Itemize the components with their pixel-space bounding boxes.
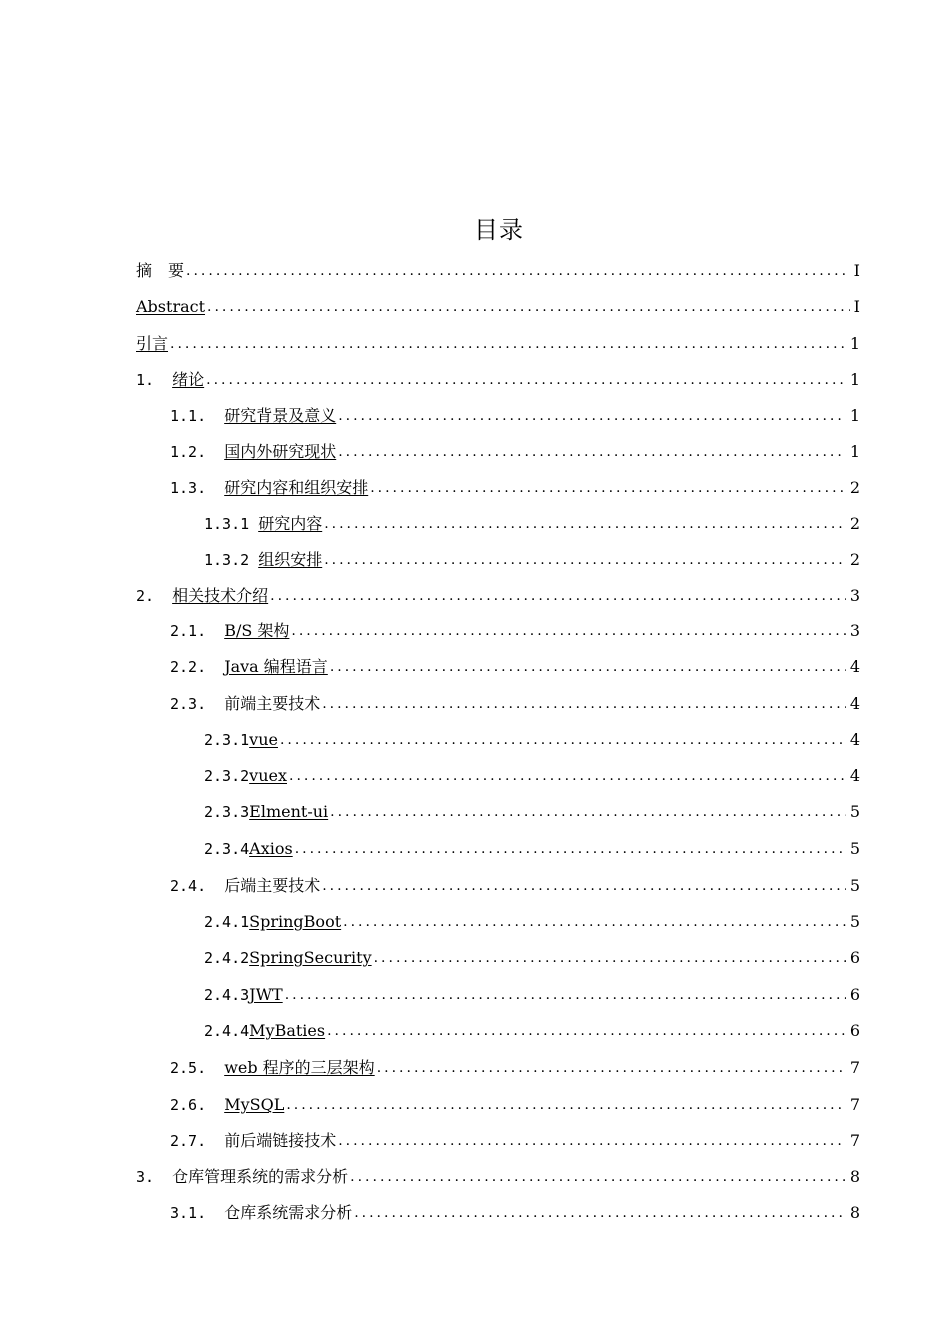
toc-entry-page-number: 1	[849, 370, 860, 389]
toc-entry-title[interactable]: Java 编程语言	[224, 657, 328, 676]
toc-entry-number: 2.4.2	[204, 949, 250, 967]
toc-entry-title[interactable]: JWT	[249, 985, 283, 1004]
toc-entry[interactable]	[136, 331, 860, 355]
toc-entry-title[interactable]: 绪论	[172, 370, 205, 389]
toc-entry-title[interactable]: SpringSecurity	[249, 948, 372, 967]
dot-leader	[291, 620, 845, 642]
toc-entry-title: 摘 要	[136, 261, 185, 280]
toc-entry-page-number: 7	[849, 1131, 860, 1150]
toc-entry[interactable]	[170, 1128, 860, 1152]
toc-entry-title[interactable]: B/S 架构	[224, 621, 290, 640]
toc-entry[interactable]	[204, 511, 860, 535]
dot-leader	[338, 1130, 846, 1152]
toc-entry-title[interactable]: web 程序的三层架构	[224, 1058, 375, 1077]
toc-entry-title: 仓库管理系统的需求分析	[172, 1167, 349, 1186]
toc-entry-number: 2.3.	[170, 695, 225, 713]
dot-leader	[338, 405, 846, 427]
toc-entry-page-number: 5	[849, 802, 860, 821]
toc-entry-title[interactable]: 研究背景及意义	[224, 406, 337, 425]
toc-entry-number: 2.3.3	[204, 803, 250, 821]
toc-entry-page-number: 4	[849, 766, 860, 785]
toc-entry-page-number: 6	[849, 985, 860, 1004]
toc-entry[interactable]	[170, 691, 860, 715]
toc-entry-number: 2.4.1	[204, 913, 250, 931]
toc-entry[interactable]	[136, 294, 860, 318]
toc-entry[interactable]	[136, 1164, 860, 1188]
toc-entry-page-number: 1	[849, 442, 860, 461]
dot-leader	[350, 1166, 846, 1188]
toc-entry[interactable]	[170, 475, 860, 499]
toc-entry-page-number: 5	[849, 912, 860, 931]
dot-leader	[207, 296, 850, 318]
toc-entry[interactable]	[170, 403, 860, 427]
toc-entry[interactable]	[136, 258, 860, 282]
dot-leader	[324, 513, 846, 535]
toc-entry[interactable]	[170, 618, 860, 642]
toc-entry[interactable]	[204, 945, 860, 969]
toc-entry-number: 2.2.	[170, 658, 225, 676]
toc-entry-page-number: I	[853, 261, 860, 280]
toc-entry-page-number: 4	[849, 657, 860, 676]
toc-entry-title: 后端主要技术	[224, 876, 321, 895]
dot-leader	[170, 333, 846, 355]
dot-leader	[285, 984, 846, 1006]
toc-entry[interactable]	[136, 583, 860, 607]
toc-entry-page-number: 8	[849, 1203, 860, 1222]
toc-entry-number: 2.	[136, 587, 173, 605]
toc-entry-title[interactable]: vue	[249, 730, 278, 749]
toc-entry-number: 1.	[136, 371, 173, 389]
dot-leader	[354, 1202, 846, 1224]
toc-entry-title[interactable]: 相关技术介绍	[172, 586, 269, 605]
toc-entry-page-number: 1	[849, 406, 860, 425]
toc-entry-number: 1.2.	[170, 443, 225, 461]
toc-entry[interactable]	[170, 1200, 860, 1224]
toc-entry[interactable]	[170, 654, 860, 678]
toc-entry-page-number: I	[853, 297, 860, 316]
toc-entry-number: 2.3.4	[204, 840, 250, 858]
toc-entry-number: 2.4.	[170, 877, 225, 895]
toc-entry-page-number: 3	[849, 586, 860, 605]
toc-entry-page-number: 6	[849, 1021, 860, 1040]
toc-entry[interactable]	[170, 873, 860, 897]
toc-entry-page-number: 2	[849, 478, 860, 497]
toc-entry-number: 2.6.	[170, 1096, 225, 1114]
dot-leader	[324, 549, 846, 571]
dot-leader	[186, 260, 850, 282]
toc-entry-number: 2.5.	[170, 1059, 225, 1077]
dot-leader	[322, 875, 846, 897]
toc-entry-page-number: 6	[849, 948, 860, 967]
toc-entry-page-number: 4	[849, 694, 860, 713]
toc-entry-page-number: 2	[849, 514, 860, 533]
toc-entry-title[interactable]: 研究内容和组织安排	[224, 478, 369, 497]
toc-entry-number: 1.3.2	[204, 551, 259, 569]
dot-leader	[286, 1094, 846, 1116]
dot-leader	[270, 585, 846, 607]
toc-entry-page-number: 4	[849, 730, 860, 749]
dot-leader	[280, 729, 846, 751]
dot-leader	[330, 656, 846, 678]
toc-entry-number: 2.1.	[170, 622, 225, 640]
toc-entry[interactable]	[204, 547, 860, 571]
toc-entry-title[interactable]: Axios	[249, 839, 293, 858]
toc-entry-page-number: 1	[849, 334, 860, 353]
toc-entry-page-number: 7	[849, 1095, 860, 1114]
toc-entry-title[interactable]: 引言	[136, 334, 169, 353]
dot-leader	[377, 1057, 846, 1079]
dot-leader	[370, 477, 846, 499]
toc-entry-title[interactable]: Abstract	[136, 297, 206, 316]
dot-leader	[338, 441, 846, 463]
toc-entry-title[interactable]: SpringBoot	[249, 912, 342, 931]
toc-entry[interactable]	[204, 727, 860, 751]
dot-leader	[330, 801, 846, 823]
toc-entry-number: 3.1.	[170, 1204, 225, 1222]
toc-title: 目录	[474, 216, 524, 244]
toc-entry-number: 3.	[136, 1168, 173, 1186]
toc-entry-title[interactable]: Elment-ui	[249, 802, 329, 821]
toc-entry[interactable]	[204, 1018, 860, 1042]
toc-entry-number: 1.3.	[170, 479, 225, 497]
toc-entry-title: 仓库系统需求分析	[224, 1203, 353, 1222]
dot-leader	[289, 765, 846, 787]
dot-leader	[322, 693, 846, 715]
toc-entry-page-number: 7	[849, 1058, 860, 1077]
toc-entry-page-number: 5	[849, 839, 860, 858]
toc-entry-title[interactable]: MySQL	[224, 1095, 285, 1114]
toc-entry[interactable]	[204, 799, 860, 823]
toc-entry-title[interactable]: MyBaties	[249, 1021, 326, 1040]
toc-entry-number: 1.3.1	[204, 515, 259, 533]
toc-entry-number: 2.7.	[170, 1132, 225, 1150]
toc-entry-number: 1.1.	[170, 407, 225, 425]
toc-entry-title[interactable]: vuex	[249, 766, 287, 785]
toc-entry-number: 2.4.4	[204, 1022, 250, 1040]
toc-entry-title[interactable]: 组织安排	[258, 550, 323, 569]
toc-entry-title[interactable]: 研究内容	[258, 514, 323, 533]
toc-entry[interactable]	[170, 1092, 860, 1116]
dot-leader	[343, 911, 846, 933]
toc-entry-number: 2.4.3	[204, 986, 250, 1004]
toc-entry-page-number: 2	[849, 550, 860, 569]
toc-entry-page-number: 5	[849, 876, 860, 895]
toc-entry[interactable]	[136, 367, 860, 391]
toc-entry[interactable]	[204, 909, 860, 933]
toc-entry-page-number: 8	[849, 1167, 860, 1186]
dot-leader	[206, 369, 846, 391]
dot-leader	[374, 947, 846, 969]
toc-entry-number: 2.3.1	[204, 731, 250, 749]
toc-entry[interactable]	[204, 836, 860, 860]
dot-leader	[327, 1020, 846, 1042]
dot-leader	[295, 838, 846, 860]
toc-entry-title[interactable]: 国内外研究现状	[224, 442, 337, 461]
toc-entry[interactable]	[170, 439, 860, 463]
toc-entry[interactable]	[204, 763, 860, 787]
toc-entry-title: 前后端链接技术	[224, 1131, 337, 1150]
toc-entry-number: 2.3.2	[204, 767, 250, 785]
toc-entry[interactable]	[170, 1055, 860, 1079]
toc-entry[interactable]	[204, 982, 860, 1006]
toc-entry-page-number: 3	[849, 621, 860, 640]
toc-entry-title: 前端主要技术	[224, 694, 321, 713]
